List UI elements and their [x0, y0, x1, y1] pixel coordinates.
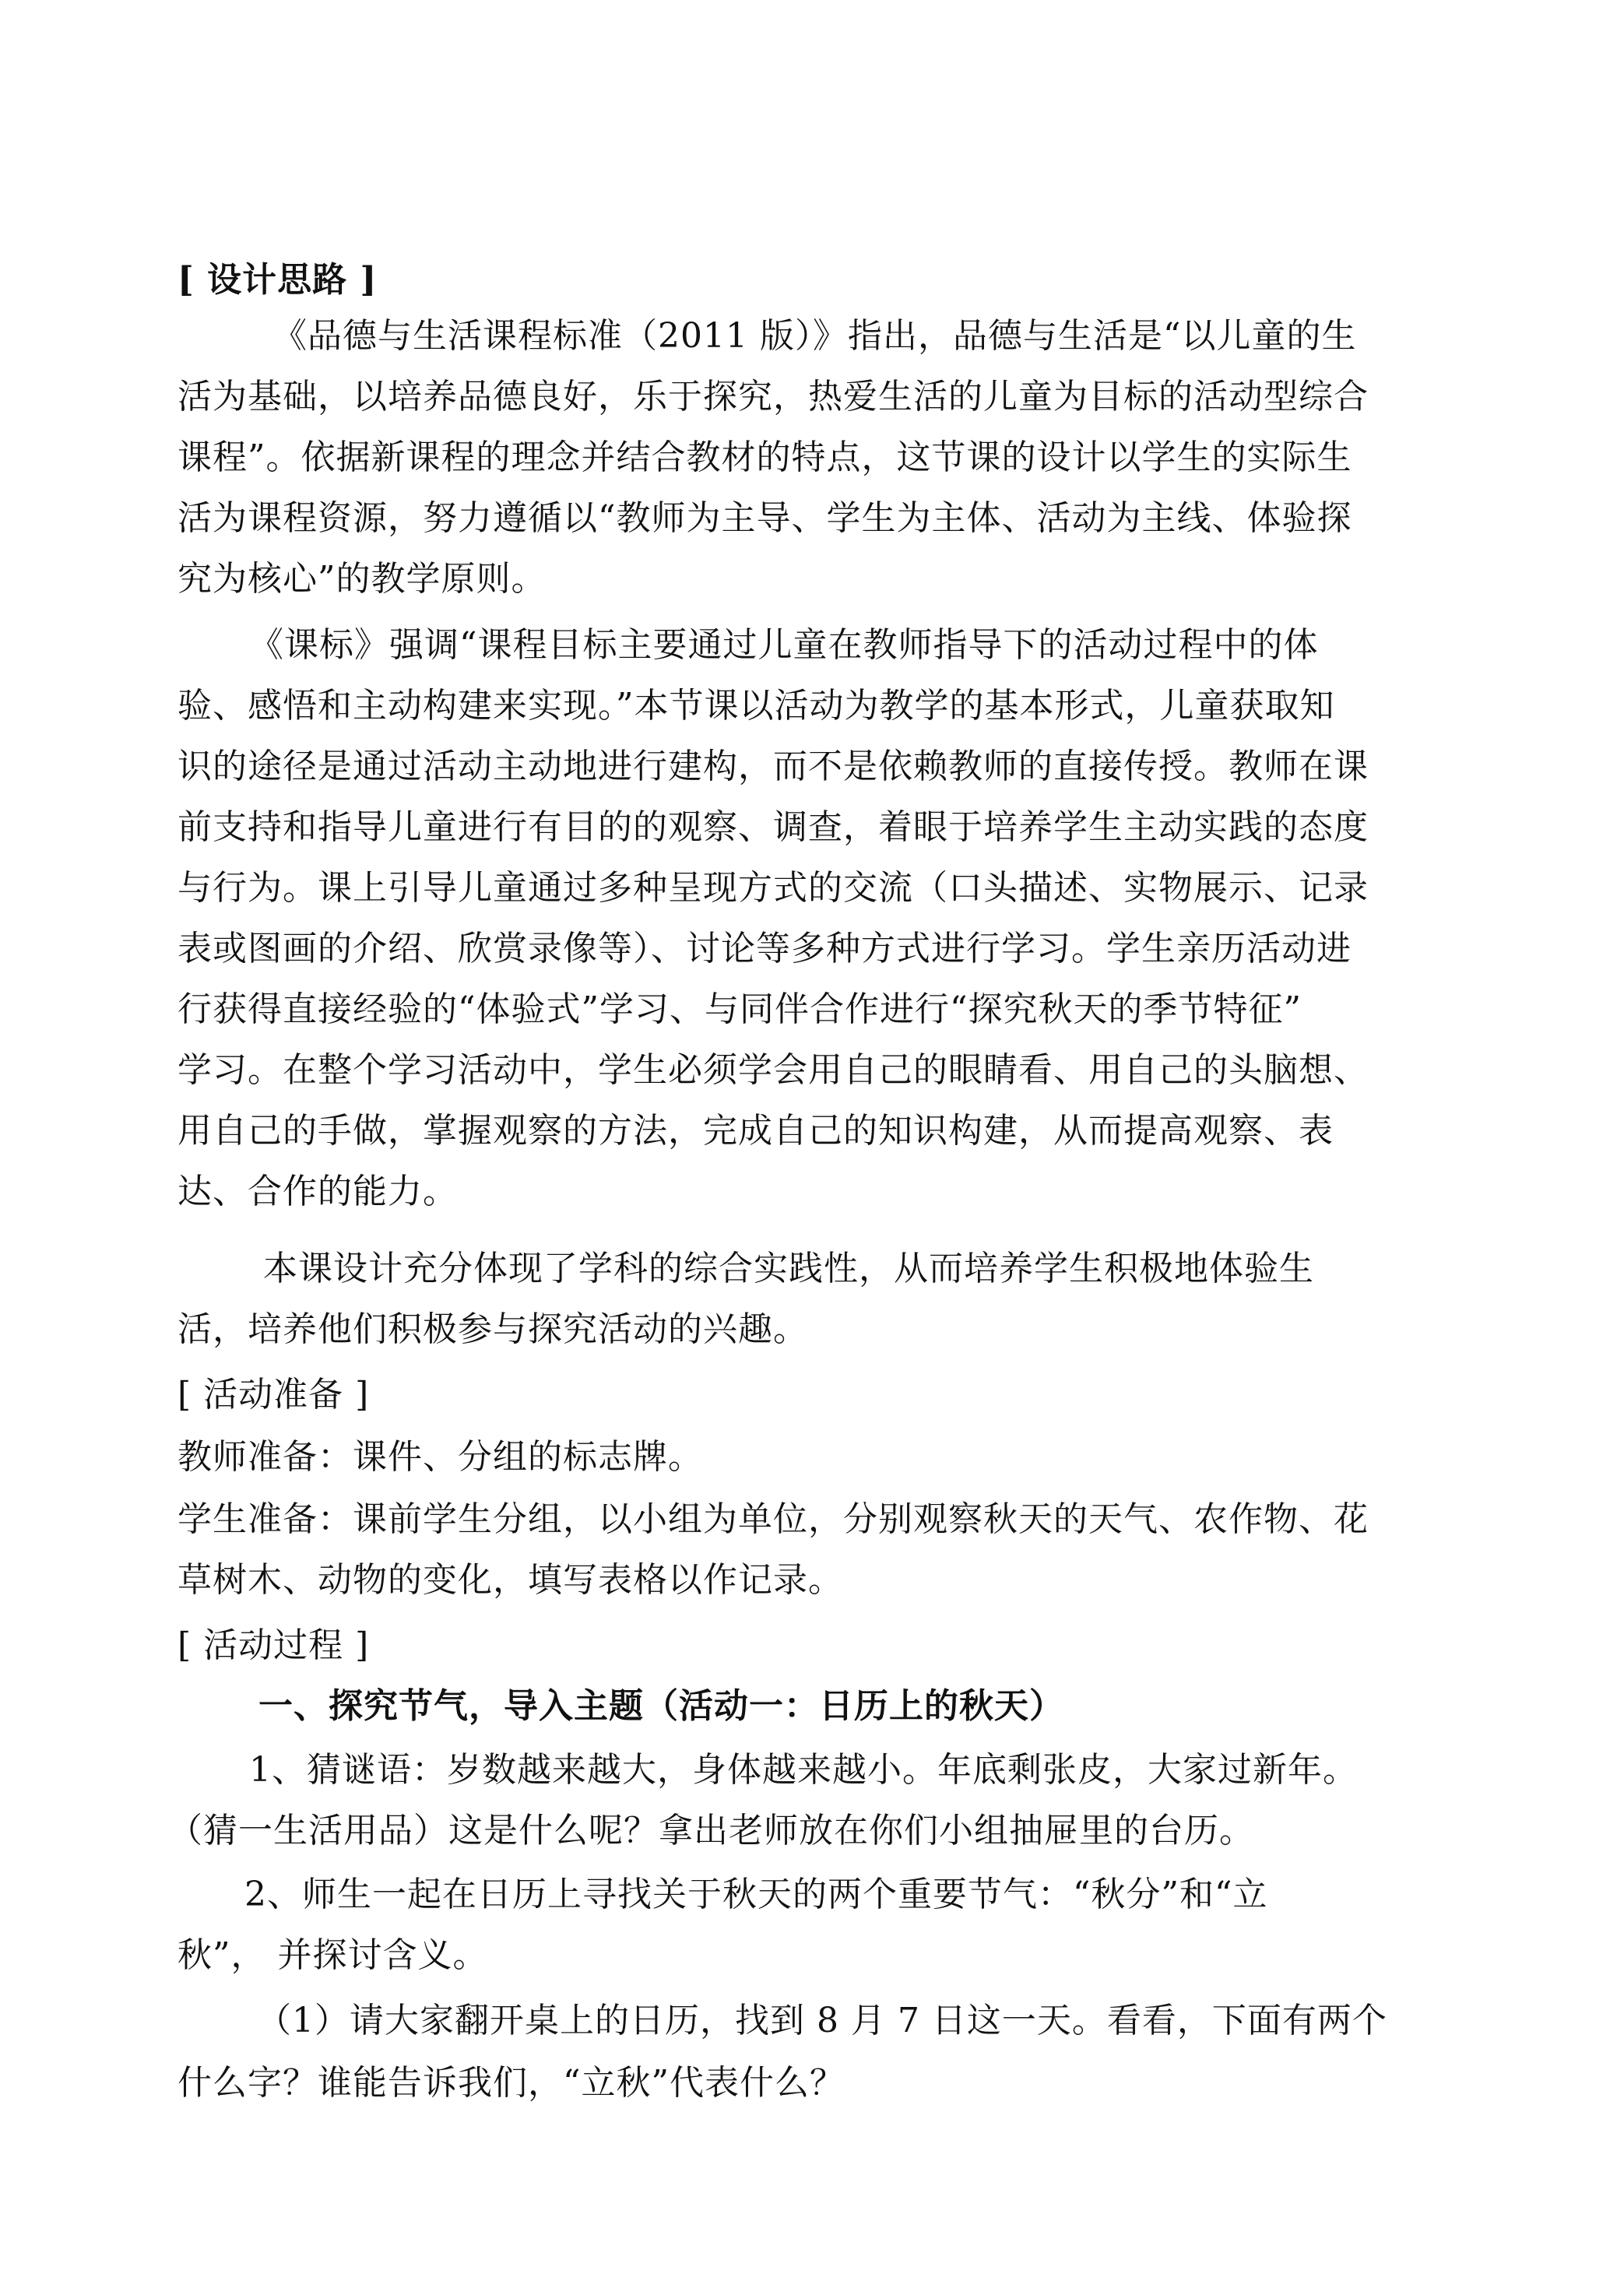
teacher-prep-line: 教师准备：课件、分组的标志牌。 — [178, 1437, 703, 1477]
student-prep-line: 学生准备：课前学生分组，以小组为单位，分别观察秋天的天气、农作物、花 — [178, 1499, 1369, 1539]
paragraph-line: 验、感悟和主动构建来实现。”本节课以活动为教学的基本形式，儿童获取知 — [178, 686, 1335, 726]
paragraph-line: 表或图画的介绍、欣赏录像等）、讨论等多种方式进行学习。学生亲历活动进 — [178, 929, 1352, 968]
heading-activity-prep: [ 活动准备 ] — [178, 1375, 370, 1415]
list-item-line: 1、猜谜语：岁数越来越大，身体越来越小。年底剩张皮，大家过新年。 — [249, 1750, 1358, 1790]
heading-design-idea: [ 设计思路 ] — [178, 260, 378, 300]
list-item-line: 什么字？谁能告诉我们，“立秋”代表什么？ — [178, 2063, 845, 2103]
paragraph-line: 学习。在整个学习活动中，学生必须学会用自己的眼睛看、用自己的头脑想、 — [178, 1050, 1369, 1090]
paragraph-line: 活为基础，以培养品德良好，乐于探究，热爱生活的儿童为目标的活动型综合 — [178, 377, 1369, 416]
paragraph-line: 行获得直接经验的“体验式”学习、与同伴合作进行“探究秋天的季节特征” — [178, 989, 1302, 1029]
paragraph-line: 本课设计充分体现了学科的综合实践性，从而培养学生积极地体验生 — [263, 1249, 1314, 1288]
paragraph-line: 活，培养他们积极参与探究活动的兴趣。 — [178, 1309, 808, 1349]
paragraph-line: 识的途径是通过活动主动地进行建构，而不是依赖教师的直接传授。教师在课 — [178, 747, 1369, 786]
paragraph-line: 《品德与生活课程标准（2011 版）》指出，品德与生活是“以儿童的生 — [272, 316, 1357, 356]
paragraph-line: 课程”。依据新课程的理念并结合教材的特点，这节课的设计以学生的实际生 — [178, 438, 1352, 477]
paragraph-line: 活为课程资源，努力遵循以“教师为主导、学生为主体、活动为主线、体验探 — [178, 498, 1352, 538]
heading-activity-process: [ 活动过程 ] — [178, 1625, 370, 1665]
paragraph-line: 用自己的手做，掌握观察的方法，完成自己的知识构建，从而提高观察、表 — [178, 1111, 1334, 1151]
paragraph-line: 前支持和指导儿童进行有目的的观察、调查，着眼于培养学生主动实践的态度 — [178, 807, 1369, 847]
list-item-line: （1）请大家翻开桌上的日历，找到 8 月 7 日这一天。看看，下面有两个 — [257, 2001, 1387, 2040]
paragraph-line: 究为核心”的教学原则。 — [178, 559, 547, 599]
student-prep-line: 草树木、动物的变化，填写表格以作记录。 — [178, 1560, 843, 1600]
section-title: 一、探究节气，导入主题（活动一：日历上的秋天） — [258, 1686, 1064, 1726]
list-item-line: （猜一生活用品）这是什么呢？拿出老师放在你们小组抽屉里的台历。 — [168, 1811, 1254, 1850]
list-item-line: 2、师生一起在日历上寻找关于秋天的两个重要节气：“秋分”和“立 — [244, 1875, 1268, 1914]
paragraph-line: 《课标》强调“课程目标主要通过儿童在教师指导下的活动过程中的体 — [249, 625, 1319, 665]
paragraph-line: 达、合作的能力。 — [178, 1172, 458, 1211]
paragraph-line: 与行为。课上引导儿童通过多种呈现方式的交流（口头描述、实物展示、记录 — [178, 868, 1369, 908]
list-item-line: 秋”， 并探讨含义。 — [178, 1935, 488, 1975]
